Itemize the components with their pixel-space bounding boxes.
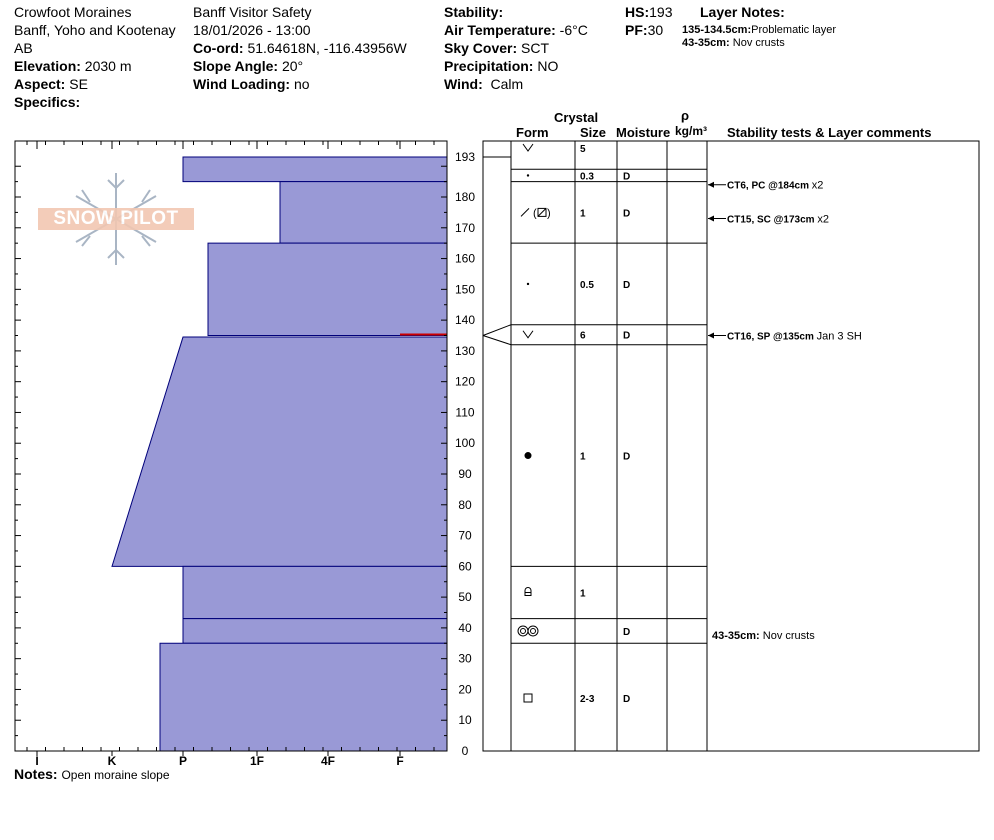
- paren-glyph: ): [547, 207, 551, 220]
- air-temperature: Air Temperature: -6°C: [444, 22, 588, 38]
- mixed-form-icon: [525, 587, 531, 595]
- col-form: Form: [516, 125, 549, 140]
- hardness-layer: [183, 566, 447, 618]
- y-tick-label: 170: [454, 220, 476, 235]
- y-tick-label: 90: [458, 467, 472, 482]
- y-tick-label: 160: [454, 251, 476, 266]
- y-tick-label: 80: [458, 497, 472, 512]
- notes: Notes: Open moraine slope: [14, 766, 170, 782]
- hardness-layer: [280, 182, 447, 244]
- wind-loading: Wind Loading: no: [193, 76, 310, 92]
- col-rho: ρ: [681, 108, 690, 123]
- layer-moisture: D: [623, 171, 631, 183]
- layer-size: 0.5: [580, 279, 594, 291]
- y-tick-label: 180: [454, 190, 476, 205]
- small-dot-icon: [527, 174, 529, 176]
- test-code: CT6, PC @184cm: [727, 180, 812, 192]
- hoar-glyph: [523, 331, 533, 338]
- layer-notes-label: Layer Notes:: [700, 4, 785, 20]
- aspect: Aspect: SE: [14, 76, 88, 92]
- x-tick-label: F: [396, 754, 404, 768]
- surface-hoar-icon: [523, 144, 533, 151]
- datetime: 18/01/2026 - 13:00: [193, 22, 311, 38]
- stability-label: Stability:: [444, 4, 504, 20]
- slope-angle: Slope Angle: 20°: [193, 58, 304, 74]
- dot-glyph: [527, 283, 529, 285]
- layer-table: [511, 141, 707, 751]
- melt-glyph: [528, 626, 538, 636]
- x-tick-label: 1F: [249, 754, 265, 768]
- melt-glyph: [518, 626, 528, 636]
- layer-moisture: D: [623, 626, 631, 638]
- layer-size: 0.3: [580, 171, 594, 183]
- layer-size: 1: [580, 588, 586, 600]
- hardness-layer: [112, 337, 447, 566]
- location: Crowfoot Moraines: [14, 4, 132, 20]
- test-code: CT16, SP @135cm: [727, 331, 817, 343]
- y-tick-label: 30: [458, 651, 472, 666]
- y-tick-label: 60: [458, 559, 472, 574]
- y-tick-label: 40: [458, 620, 472, 635]
- comment-text: Nov crusts: [762, 630, 815, 642]
- col-moisture: Moisture: [616, 125, 671, 140]
- melt-glyph: [531, 628, 536, 633]
- paren-glyph: (: [533, 207, 537, 220]
- layer-size: 1: [580, 451, 586, 463]
- y-tick-label: 0: [461, 744, 469, 758]
- wind: Wind: Calm: [444, 76, 524, 92]
- hoar-glyph: [523, 144, 533, 151]
- y-tick-label: 150: [454, 282, 476, 297]
- col-crystal: Crystal: [554, 110, 599, 125]
- y-tick-label: 110: [455, 405, 475, 420]
- stability-test: [727, 214, 829, 226]
- layer-moisture: D: [623, 279, 631, 291]
- layer-size: 5: [580, 144, 586, 155]
- layer-comment: [712, 630, 815, 642]
- dpt-ppsd-icon: [521, 207, 551, 219]
- round-grain-icon: [525, 452, 532, 459]
- test-arrow: [708, 333, 714, 339]
- x-tick-label: I: [35, 754, 39, 768]
- small-dot-icon: [527, 283, 529, 285]
- test-note: x2: [811, 179, 824, 192]
- layer-moisture: D: [623, 330, 631, 342]
- x-tick-label: P: [178, 754, 188, 768]
- layer-moisture: D: [623, 451, 631, 463]
- y-tick-label: 140: [454, 313, 476, 328]
- box-slash-glyph: [538, 208, 546, 216]
- state: AB: [14, 40, 33, 56]
- layer-size: 2-3: [580, 694, 595, 705]
- elevation: Elevation: 2030 m: [14, 58, 132, 74]
- observer: Banff Visitor Safety: [193, 4, 312, 20]
- test-arrow: [708, 182, 714, 188]
- y-tick-label: 10: [458, 713, 472, 728]
- region: Banff, Yoho and Kootenay: [14, 22, 176, 38]
- hardness-layer: [160, 643, 447, 751]
- dot-glyph: [527, 174, 529, 176]
- layer-connector: [483, 325, 511, 345]
- specifics-label: Specifics:: [14, 94, 81, 110]
- faceted-icon: [524, 694, 532, 702]
- col-density-unit: kg/m³: [675, 124, 708, 138]
- test-note: Jan 3 SH: [816, 330, 862, 343]
- y-tick-label: 193: [454, 150, 476, 164]
- layer-moisture: D: [623, 694, 631, 705]
- sky-cover: Sky Cover: SCT: [444, 40, 550, 56]
- y-tick-label: 100: [454, 436, 476, 451]
- stability-test: [727, 331, 862, 343]
- y-tick-label: 50: [458, 590, 472, 605]
- comment-range: 43-35cm:: [712, 630, 763, 642]
- depth-ruler: [483, 141, 511, 751]
- y-tick-label: 70: [458, 528, 472, 543]
- layer-note-2: 43-35cm: Nov crusts: [682, 37, 785, 49]
- logo-text: SNOW PILOT: [38, 208, 194, 230]
- layer-size: 6: [580, 330, 586, 342]
- test-note: x2: [817, 213, 829, 226]
- comments-column: [707, 141, 979, 751]
- stability-test: [727, 180, 823, 192]
- x-tick-label: 4F: [320, 754, 336, 768]
- hardness-layer: [208, 243, 447, 335]
- round-grain-glyph: [525, 452, 532, 459]
- hardness-layer: [183, 157, 447, 182]
- melt-forms-icon: [518, 626, 538, 636]
- layer-note-1: 135-134.5cm:Problematic layer: [682, 24, 837, 36]
- y-tick-label: 120: [454, 374, 476, 389]
- pf: PF:30: [625, 22, 664, 38]
- x-tick-label: K: [107, 754, 117, 768]
- layer-moisture: D: [623, 208, 631, 220]
- coordinates: Co-ord: 51.64618N, -116.43956W: [193, 40, 407, 56]
- precipitation: Precipitation: NO: [444, 58, 559, 74]
- col-size: Size: [580, 125, 607, 140]
- y-tick-label: 20: [458, 682, 472, 697]
- y-tick-label: 130: [454, 343, 476, 358]
- facet-glyph: [524, 694, 532, 702]
- surface-hoar-icon: [523, 331, 533, 338]
- test-code: CT15, SC @173cm: [727, 214, 818, 226]
- melt-glyph: [521, 628, 526, 633]
- mixed-glyph: [525, 587, 531, 595]
- hs: HS:193: [625, 4, 673, 20]
- layer-size: 1: [580, 208, 586, 220]
- slash-glyph: [521, 208, 529, 216]
- test-arrow: [708, 216, 714, 222]
- hardness-layer: [183, 619, 447, 644]
- col-comments: Stability tests & Layer comments: [727, 125, 932, 140]
